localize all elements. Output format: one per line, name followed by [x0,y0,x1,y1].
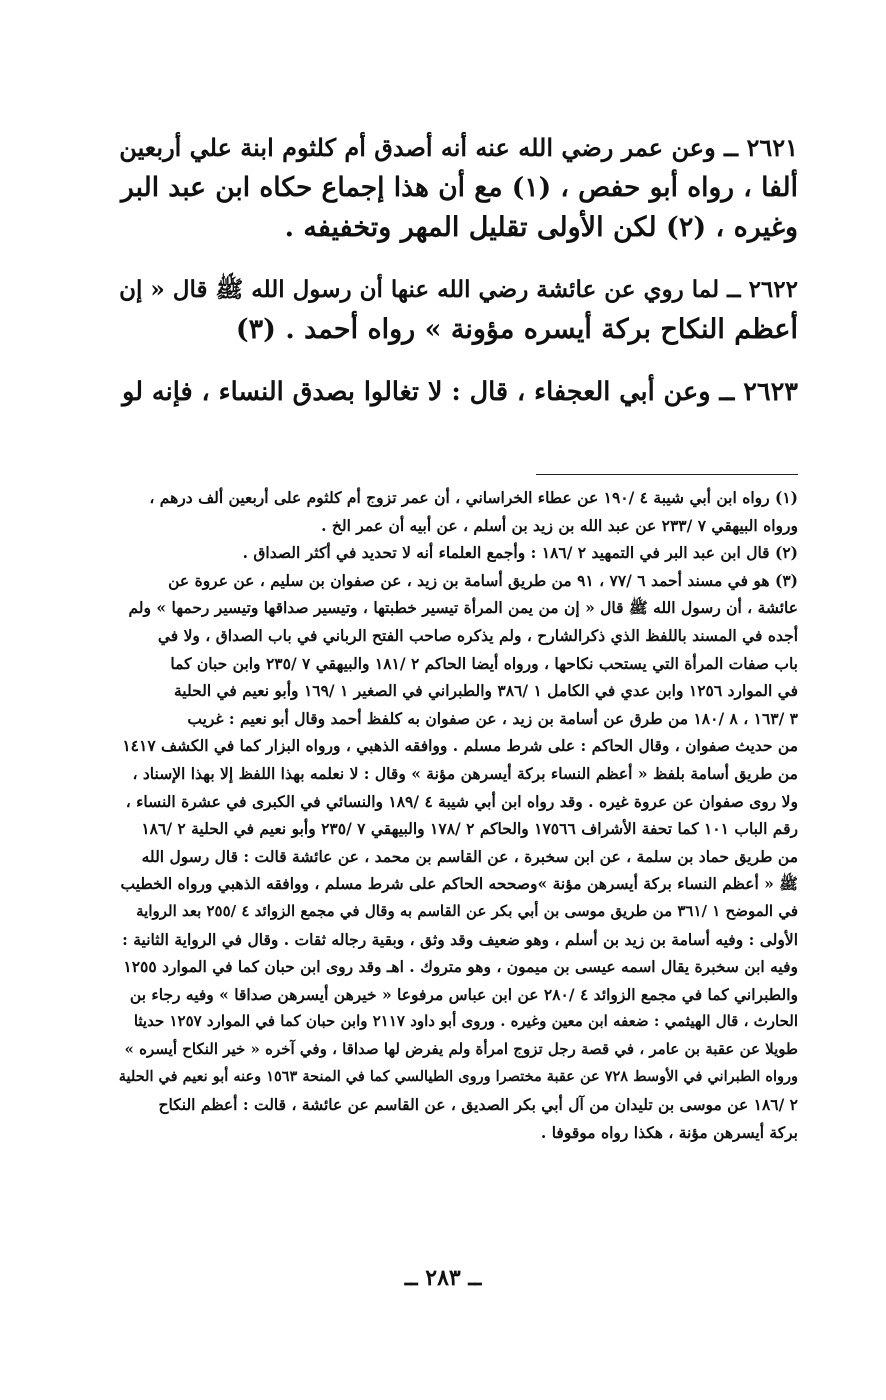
paragraph-2621 [118,128,798,248]
footnote-line: ٣ /١٦٣ ، ٨ /١٨٠ من طرق عن أسامة بن زيد ، عن صفوان به كلفظ أحمد وقال أبو نعيم : غريب [187,708,798,728]
footnote-line: والطبراني كما في مجمع الزوائد ٤ /٢٨٠ عن ابن عباس مرفوعا « خيرهن أيسرهن صداقا » وفيه رجاء بن [129,984,798,1004]
footnote-line: رقم الباب ١٠١ كما تحفة الأشراف ١٧٥٦٦ والحاكم ٢ /١٧٨ والبيهقي ٧ /٢٣٥ وأبو نعيم في الحلية ٢ /١٨٦ [141,819,798,839]
footnote-line: أجده في المسند باللفظ الذي ذكرالشارح ، ولم يذكره صاحب الفتح الرباني في باب الصداق ، ولا في [157,625,798,645]
footnote-line: وفيه ابن سخبرة يقال اسمه عيسى بن ميمون ، وهو متروك . اهـ وقد روى ابن حبان كما في الموارد ١٢٥٥ [123,957,798,977]
footnote-line: الحارث ، قال الهيثمي : ضعفه ابن معين وغيره . وروى أبو داود ٢١١٧ وابن حبان كما في الموارد ١٢٥٧ حديثا [133,1012,798,1031]
main-text [118,128,798,412]
footnote-line: من حديث صفوان ، وقال الحاكم : على شرط مسلم . ووافقه الذهبي ، ورواه البزار كما في الكشف ١٤١٧ [122,736,798,756]
footnotes [118,484,798,1146]
text-line: ٢٦٢٣ ــ وعن أبي العجفاء ، قال : لا تغالوا بصدق النساء ، فإنه لو [122,377,798,407]
footnote-line: باب صفات المرأة التي يستحب نكاحها ، ورواه أيضا الحاكم ٢ /١٨١ والبيهقي ٧ /٢٣٥ وابن حبان كما [170,653,798,673]
footnote-line: (٢) قال ابن عبد البر في التمهيد ٢ /١٨٦ : وأجمع العلماء أنه لا تحديد في أكثر الصداق . [242,543,798,563]
text-line: ٢٦٢٢ ــ لما روي عن عائشة رضي الله عنها أن رسول الله ﷺ قال « إن [119,276,798,303]
footnote-line: ﷺ « أعظم النساء بركة أيسرهن مؤنة »وصححه الحاكم على شرط مسلم ، ووافقه الذهبي ورواه الخطيب [120,874,798,894]
footnote-line: بركة أيسرهن مؤنة ، هكذا رواه موقوفا . [540,1122,798,1142]
paragraph-2622 [118,270,798,350]
footnote-line: الأولى : وفيه أسامة بن زيد بن أسلم ، وهو ضعيف وقد وثق ، وبقية رجاله ثقات . وقال في الرواية الثانية : [122,929,798,949]
footnote-separator [536,474,798,475]
page-number: ــ ٢٨٣ ــ [404,1265,482,1291]
footnote-line: ٢ /١٨٦ عن موسى بن تليدان من آل أبي بكر الصديق ، عن القاسم عن عائشة ، قالت : أعظم النكاح [158,1095,798,1115]
text-line: أعظم النكاح بركة أيسره مؤونة » رواه أحمد . (٣) [235,314,798,345]
text-line: ألفا ، رواه أبو حفص ، (١) مع أن هذا إجماع حكاه ابن عبد البر [121,172,798,203]
footnote-line: في الموارد ١٢٥٦ وابن عدي في الكامل ١ /٣٨٦ والطبراني في الصغير ١ /١٦٩ وأبو نعيم في الحلية [173,681,798,701]
text-line: ٢٦٢١ ــ وعن عمر رضي الله عنه أنه أصدق أم كلثوم ابنة علي أربعين [119,133,798,162]
footnote-line: ورواه البيهقي ٧ /٢٣٣ عن عبد الله بن زيد بن أسلم ، عن أبيه أن عمر الخ . [321,515,798,535]
footnote-line: عائشة ، أن رسول الله ﷺ قال « إن من يمن المرأة تيسير خطبتها ، وتيسير صداقها وتيسير رحمها » ولم [128,598,798,618]
footnote-line: من طريق أسامة بلفظ « أعظم النساء بركة أيسرهن مؤنة » وقال : لا نعلمه بهذا اللفظ إلا بهذا الإسناد ، [132,763,798,783]
footnote-line: من طريق حماد بن سلمة ، عن ابن سخبرة ، عن القاسم بن محمد ، عن عائشة قالت : قال رسول الله [141,846,798,866]
paragraph-2623 [118,372,798,412]
text-line: وغيره ، (٢) لكن الأولى تقليل المهر وتخفيفه . [284,212,798,243]
footnote-line: ولا روى صفوان عن عروة غيره . وقد رواه ابن أبي شيبة ٤ /١٨٩ والنسائي في الكبرى في عشرة النساء ، [125,791,798,811]
footnote-line: طويلا عن عقبة بن عامر ، في قصة رجل تزوج امرأة ولم يفرض لها صداقا ، وفي آخره « خير النكاح أيسره » [124,1039,798,1058]
footnote-line: ورواه الطبراني في الأوسط ٧٢٨ عن عقبة مختصرا وروى الطيالسي كما في المنحة ١٥٦٣ وعنه أبو نعيم في الحلية [118,1068,798,1086]
footnote-line: في الموضح ١ /٣٦١ من طريق موسى بن أبي بكر عن القاسم به وقال في مجمع الزوائد ٤ /٢٥٥ بعد الرواية [136,901,798,920]
footnote-line: (٣) هو في مسند أحمد ٦ /٧٧ ، ٩١ من طريق أسامة بن زيد ، عن صفوان بن سليم ، عن عروة عن [168,570,798,590]
footnote-line: (١) رواه ابن أبي شيبة ٤ /١٩٠ عن عطاء الخراساني ، أن عمر تزوج أم كلثوم على أربعين ألف درهم ، [149,488,798,507]
